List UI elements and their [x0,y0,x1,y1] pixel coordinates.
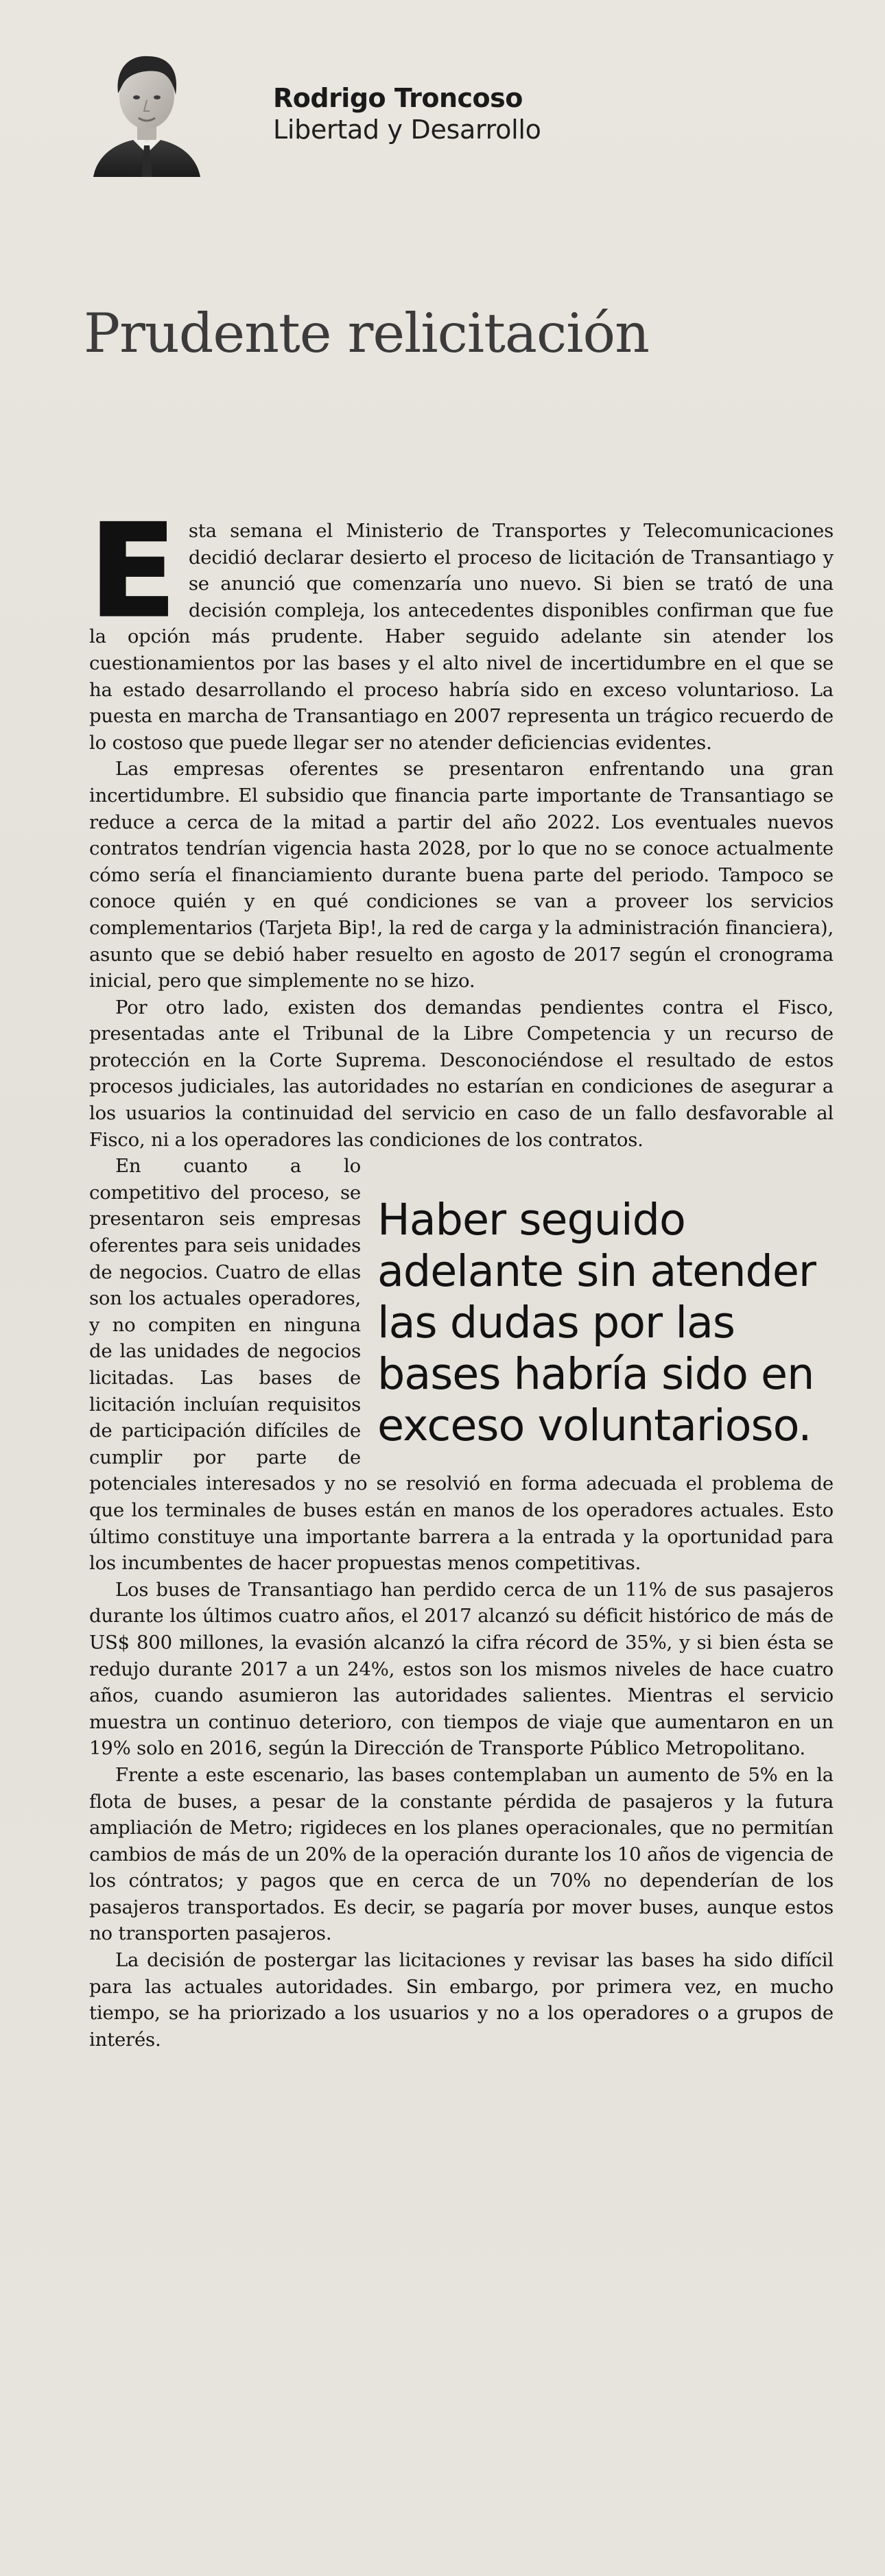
author-portrait [88,40,206,177]
paragraph [89,497,834,756]
paragraph: Los buses de Transantiago han perdido cerca de un 11% de sus pasajeros durante los últimos cuatro años, el 2017 alcanzó su déficit histórico de más de US$ 800 millones, la evasión alcanzó la cifra récord de 35%, y si bien ésta se redujo durante 2017 a un 24%, estos son los mismos niveles de hace cuatro años, cuando asumieron las autoridades salientes. Mientras el servicio muestra un continuo deterioro, con tiempos de viaje que aumentaron en un 19% solo en 2016, según la Dirección de Transporte Público Metropolitano. [89,1578,834,1760]
author-byline [273,82,541,145]
author-name: Rodrigo Troncoso [273,83,523,113]
article-body [89,497,834,2053]
paragraph: Por otro lado, existen dos demandas pendientes contra el Fisco, presentadas ante el Tribunal de la Libre Competencia y un recurso de protección en la Corte Suprema. Desconociéndose el resultado de estos procesos judiciales, las autoridades no estarían en condiciones de asegurar a los usuarios la continuidad del servicio en caso de un fallo desfavorable al Fisco, ni a los operadores las condiciones de los contratos. [89,996,834,1151]
paragraph: La decisión de postergar las licitaciones y revisar las bases ha sido difícil para las actuales autoridades. Sin embargo, por primera vez, en mucho tiempo, se ha priorizado a los usuarios y no a los operadores o a grupos de interés. [89,1949,834,2051]
paragraph [89,1153,834,1577]
paragraph-text: En cuanto a lo competitivo del proceso, se presentaron seis empresas oferentes para seis unidades de negocios. Cuatro de ellas son los actuales operadores, y no compiten en ninguna de las unidades de negocios licitadas. Las bases de licitación incluían requisitos de participación difíciles de cumplir por parte de potenciales interesados y no se resolvió en forma adecuada el problema de que los terminales de buses están en manos de los operadores actuales. Esto último constituye una importante barrera a la entrada y la oportunidad para los incumbentes de hacer propuestas menos competitivas. [89,1155,834,1575]
author-organization: Libertad y Desarrollo [273,115,541,145]
article-headline: Prudente relicitación [84,302,649,365]
paragraph: Frente a este escenario, las bases contemplaban un aumento de 5% en la flota de buses, a pesar de la constante pérdida de pasajeros y la futura ampliación de Metro; rigideces en los planes operacionales, que no permitían cambios de más de un 20% de la operación durante los 10 años de vigencia de los cóntratos; y pagos que en cerca de un 70% no dependerían de los pasajeros transportados. Es decir, se pagaría por mover buses, aunque estos no transporten pasajeros. [89,1763,834,1945]
pull-quote: Haber seguido adelante sin atender las dudas por las bases habría sido en exceso voluntarioso. [377,1194,816,1451]
drop-cap: E [89,497,176,645]
paragraph-text: sta semana el Ministerio de Transportes y Telecomunicaciones decidió declarar desierto el proceso de licitación de Transantiago y se anunció que comenzaría uno nuevo. Si bien se trató de una decisión compleja, los antecedentes disponibles confirman que fue la opción más prudente. Haber seguido adelante sin atender los cuestionamientos por las bases y el alto nivel de incertidumbre en el que se ha estado desarrollando el proceso habría sido en exceso voluntarioso. La puesta en marcha de Transantiago en 2007 representa un trágico recuerdo de lo costoso que puede llegar ser no atender deficiencias evidentes. [89,520,834,754]
paragraph: Las empresas oferentes se presentaron enfrentando una gran incertidumbre. El subsidio que financia parte importante de Transantiago se reduce a cerca de la mitad a partir del año 2022. Los eventuales nuevos contratos tendrían vigencia hasta 2028, por lo que no se conoce actualmente cómo sería el financiamiento durante buena parte del periodo. Tampoco se conoce quién y en qué condiciones se van a proveer los servicios complementarios (Tarjeta Bip!, la red de carga y la administración financiera), asunto que se debió haber resuelto en agosto de 2017 según el cronograma inicial, pero que simplemente no se hizo. [89,758,834,992]
